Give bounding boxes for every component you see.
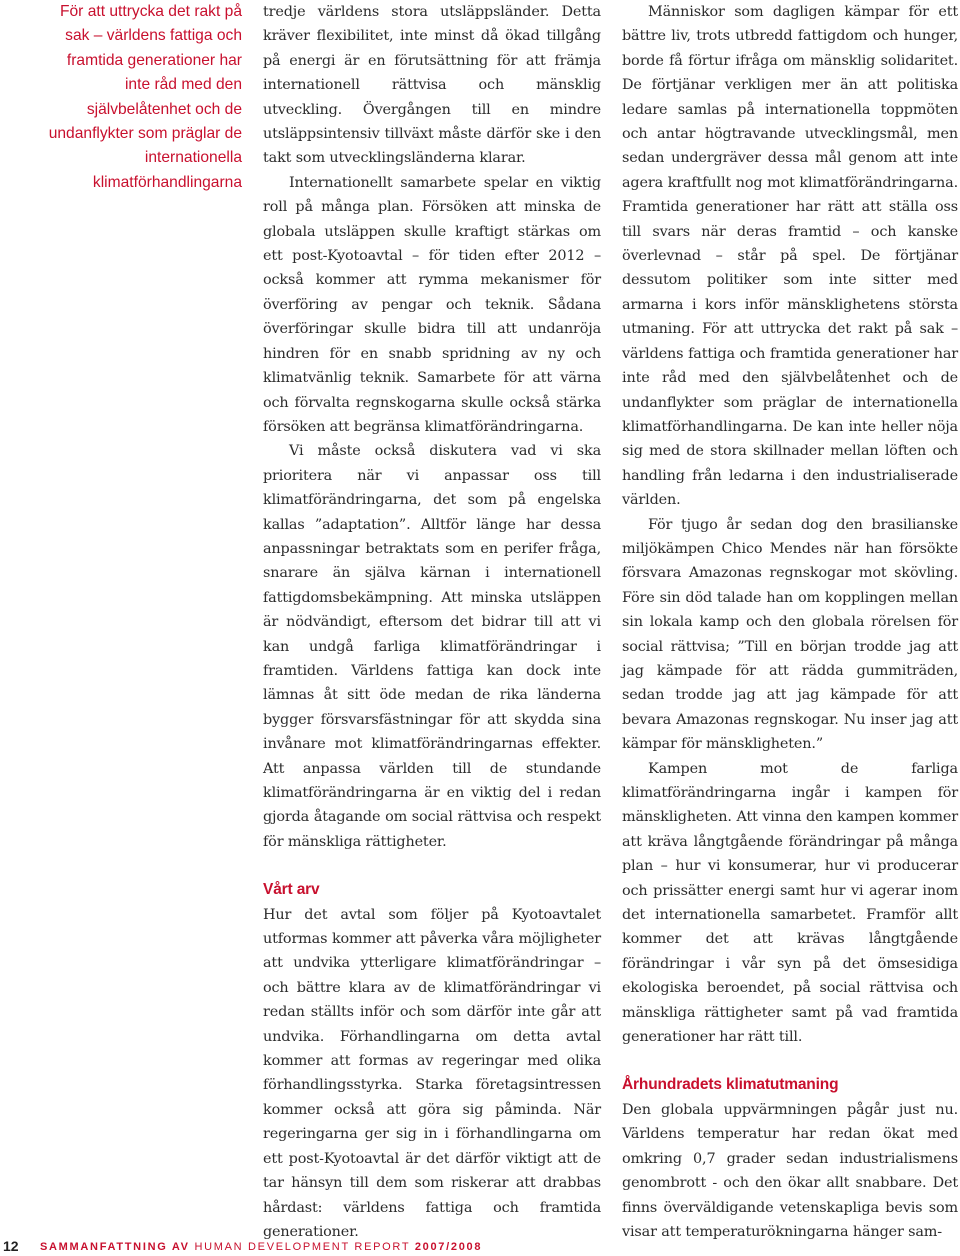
page-footer [0, 1238, 960, 1256]
footer-part-1: SAMMANFATTNING AV [40, 1241, 190, 1253]
page-number: 12 [3, 1238, 19, 1254]
paragraph: Hur det avtal som följer på Kyotoavtalet utformas kommer att påverka våra möjligheter att undvika ytterligare klimatförändringar – och bättre klara av de klimatförändringar vi redan ställts inför och som därför inte går att undvika. Förhandlingarna om detta avtal kommer att formas av regeringar med olika förhandlingsstyrka. Starka företagsintressen kommer också att göra sig påminda. När regeringarna ger sig in i förhandlingarna om ett post-Kyotoavtal är det därför viktigt att de tar hänsyn till dem som riskerar att drabbas hårdast: världens fattiga och framtida generationer. [263, 906, 601, 1240]
paragraph: Vi måste också diskutera vad vi ska prioritera när vi anpassar oss till klimatförändringarna, det som på engelska kallas ”adaptation”. Alltför länge har dessa anpassningar betraktats som en perifer fråga, snarare än själva kärnan i internationell fattigdomsbekämpning. Att minska utsläppen är nödvändigt, eftersom det bidrar till att vi kan undgå farliga klimatförändringar i framtiden. Världens fattiga kan dock inte lämnas åt sitt öde medan de rika länderna bygger försvarsfästningar för att skydda sina invånare mot klimatförändringarnas effekter. Att anpassa världen till de stundande klimatförändringarna är en viktig del i redan gjorda åtagande om social rättvisa och respekt för mänskliga rättigheter. [263, 443, 601, 850]
paragraph: tredje världens stora utsläppsländer. Detta kräver flexibilitet, inte minst då ökad tillgång på energi är en förutsättning för att främja internationell rättvisa och mänsklig utveckling. Övergången till en mindre utsläppsintensiv tillväxt måste därför ske i den takt som utvecklingsländerna klarar. [263, 4, 601, 167]
paragraph: För tjugo år sedan dog den brasilianske miljökämpen Chico Mendes när han försökte försvara Amazonas regnskogar mot skövling. Före sin död talade han om kopplingen mellan sin lokala kamp och den globala rörelsen för social rättvisa; ”Till en början trodde jag att jag kämpade för att rädda gummiträden, sedan trodde jag att jag kämpade för att bevara Amazonas regnskogar. Nu inser jag att kämpar för mänskligheten.” [622, 516, 958, 753]
footer-part-2: HUMAN DEVELOPMENT REPORT [194, 1241, 411, 1253]
column-middle [263, 0, 601, 1244]
paragraph: Internationellt samarbete spelar en viktig roll på många plan. Försöken att minska de globala utsläppen skulle kraftigt stärkas om ett post-Kyotoavtal – för tiden efter 2012 – också kommer att rymma mekanismer för överföring av pengar och teknik. Sådana överföringar skulle bidra till att undanröja hindren för en snabb spridning av ny och klimatvänlig teknik. Samarbete för att värna och förvalta regnskogarna skulle också stärka försöken att begränsa klimatförändringarna. [263, 174, 601, 435]
pull-quote: För att uttrycka det rakt på sak – världens fattiga och framtida generationer har inte råd med den självbelåtenhet och de undanflykter som präglar de internationella klimatförhandlingarna [48, 3, 242, 191]
paragraph: Människor som dagligen kämpar för ett bättre liv, trots utbredd fattigdom och hunger, borde få förtur ifråga om mänsklig solidaritet. De förtjänar verkligen mer än att politiska ledare samlas på internationella toppmöten och antar högtravande utvecklingsmål, men sedan undergräver dessa mål genom att inte agera kraftfullt nog mot klimatförändringarna. Framtida generationer har rätt att ställa oss till svars när deras framtid – och kanske överlevnad – står på spel. De förtjänar dessutom politiker som inte sitter med armarna i kors inför mänsklighetens största utmaning. För att uttrycka det rakt på sak – världens fattiga och framtida generationer har inte råd med den självbelåtenhet och de undanflykter som präglar de internationella klimatförhandlingarna. De kan inte heller nöja sig med de stora skillnader mellan löften och handling från ledarna i den industrialiserade världen. [622, 4, 958, 509]
section-heading: Århundradets klimatutmaning [622, 1076, 839, 1094]
paragraph: Kampen mot de farliga klimatförändringarna ingår i kampen för mänskligheten. Att vinna den kampen kommer att kräva långtgående förändringar på många plan – hur vi konsumerar, hur vi producerar och prissätter energi samt hur vi agerar inom det internationella samarbetet. Framför allt kommer det att krävas långtgående förändringar i vår syn på det ömsesidiga ekologiska beroendet, på social rättvisa och mänskliga rättigheter samt på vad framtida generationer har rätt till. [622, 760, 958, 1046]
paragraph: Den globala uppvärmningen pågår just nu. Världens temperatur har redan ökat med omkring 0,7 grader sedan industrialismens genombrott - och den ökar allt snabbare. Det finns överväldigande vetenskapliga bevis som visar att temperaturökningarna hänger sam- [622, 1101, 958, 1240]
column-right [622, 0, 958, 1244]
section-heading: Vårt arv [263, 881, 320, 899]
running-footer-title [40, 1241, 482, 1253]
footer-part-3: 2007/2008 [414, 1241, 483, 1253]
